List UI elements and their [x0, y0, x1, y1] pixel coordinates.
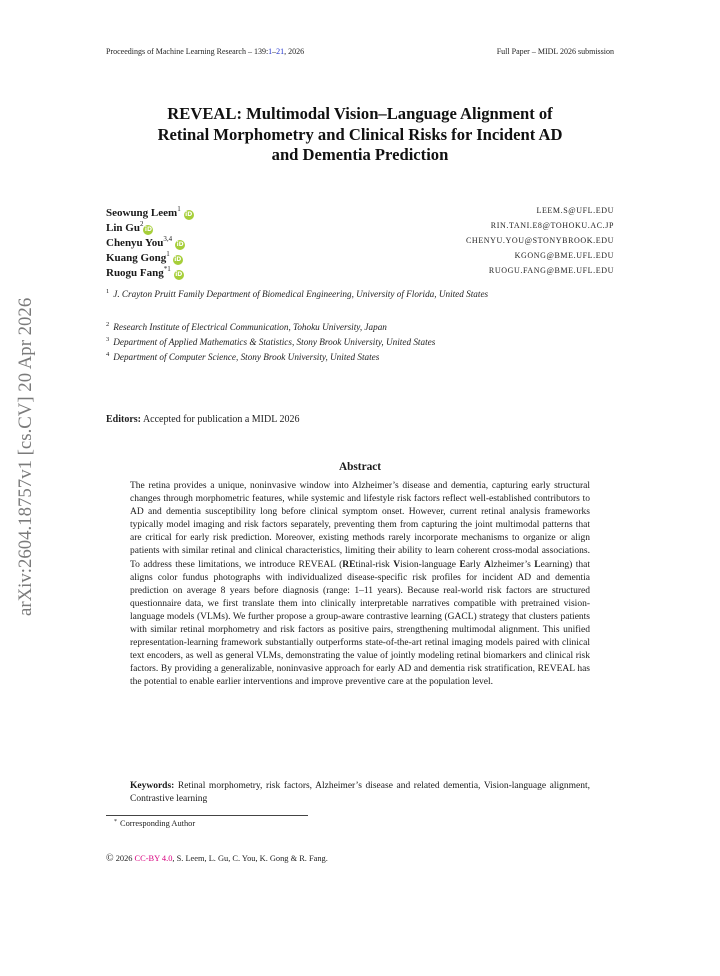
- author-row: [106, 235, 614, 250]
- footnote: * Corresponding Author: [114, 819, 196, 828]
- arxiv-stamp-text: arXiv:2604.18757v1 [cs.CV] 20 Apr 2026: [15, 297, 36, 616]
- author-row: [106, 220, 614, 235]
- paper-title: [106, 104, 614, 166]
- affiliation: $^3$ Department of Applied Mathematics & Statistics, Stony Brook University, United States: [106, 336, 436, 347]
- page-range-end-link[interactable]: 21: [276, 47, 285, 56]
- author-email[interactable]: RIN.TANI.E8@TOHOKU.AC.JP: [490, 221, 614, 230]
- copyright-line: © 2026 CC-BY 4.0, S. Leem, L. Gu, C. You, K. Gong & R. Fang.: [106, 853, 328, 864]
- title-line-3: and Dementia Prediction: [271, 145, 449, 165]
- page-range-start-link[interactable]: 1: [268, 47, 273, 56]
- footnote-divider: [106, 815, 308, 816]
- abstract-body: The retina provides a unique, noninvasive window into Alzheimer’s disease and dementia, capturing early structural changes through morphometric features, while systemic and lifestyle risk factors reflect well-established contributors to AD and dementia susceptibility long before clinical symptom onset. However, current retinal analysis frameworks typically model imaging and risk factors separately, preventing them from capturing the joint multimodal patterns that are critical for early risk prediction. Moreover, existing methods rarely incorporate mechanisms to organize or align patients with similar retinal and clinical characteristics, limiting their ability to learn coherent cross-modal associations. To address these limitations, we introduce REVEAL (REtinal-risk Vision-language Early Alzheimer’s Learning) that aligns color fundus photographs with individualized disease-specific risk profiles for incident AD and dementia prediction on average 8 years before diagnosis (range: 1–11 years). Because real-world risk factors are structured questionnaire data, we first translate them into clinically interpretable narratives compatible with pretrained vision-language models (VLMs). We further propose a group-aware contrastive learning (GACL) strategy that clusters patients with similar retinal morphometry and risk factors as positive pairs, strengthening multimodal alignment. This unified representation-learning framework substantially outperforms state-of-the-art retinal imaging models paired with clinical text encoders, as well as general VLMs, demonstrating the value of jointly modeling retinal biomarkers and clinical risk factors. By providing a generalizable, noninvasive approach for early AD and dementia risk stratification, REVEAL has the potential to enable earlier interventions and improve preventive care at the population level.: [130, 481, 590, 688]
- abstract-heading: Abstract: [338, 461, 382, 473]
- running-header-left: Proceedings of Machine Learning Research – 139:1–21, 2026: [106, 47, 305, 56]
- keywords: Keywords: Retinal morphometry, risk factors, Alzheimer’s disease and related dementia, Vision-language alignment, Contrastive learning: [130, 781, 590, 804]
- author-email[interactable]: CHENYU.YOU@STONYBROOK.EDU: [466, 236, 614, 245]
- author-name: Kuang Gong$^1$iD: [106, 250, 182, 264]
- orcid-icon[interactable]: iD: [175, 271, 183, 278]
- orcid-icon[interactable]: iD: [144, 226, 152, 233]
- editors-line: Editors: Accepted for publication a MIDL 2026: [106, 414, 300, 425]
- author-name: Lin Gu$^2$iD: [106, 220, 152, 234]
- author-row: [106, 250, 614, 265]
- orcid-icon[interactable]: iD: [185, 211, 193, 218]
- author-row: [106, 205, 614, 220]
- affiliation: $^4$ Department of Computer Science, Stony Brook University, United States: [106, 351, 380, 362]
- arxiv-stamp: [14, 297, 44, 976]
- affiliation: $^1$ J. Crayton Pruitt Family Department of Biomedical Engineering, University of Florida, United States: [106, 288, 489, 299]
- author-name: Ruogu Fang$^{*1}$iD: [106, 265, 183, 279]
- affiliation: $^2$ Research Institute of Electrical Communication, Tohoku University, Japan: [106, 321, 387, 332]
- orcid-icon[interactable]: iD: [174, 256, 182, 263]
- title-line-1: REVEAL: Multimodal Vision–Language Alignment of: [167, 104, 553, 123]
- author-name: Chenyu You$^{3,4}$iD: [106, 235, 184, 249]
- author-name: Seowung Leem$^1$iD: [106, 205, 193, 219]
- author-email[interactable]: KGONG@BME.UFL.EDU: [514, 251, 614, 260]
- license-link[interactable]: CC-BY 4.0: [134, 854, 173, 863]
- orcid-icon[interactable]: iD: [176, 241, 184, 248]
- author-email[interactable]: RUOGU.FANG@BME.UFL.EDU: [488, 266, 614, 275]
- title-line-2: Retinal Morphometry and Clinical Risks for Incident AD: [157, 124, 563, 144]
- author-email[interactable]: LEEM.S@UFL.EDU: [536, 206, 614, 215]
- running-header-right: Full Paper – MIDL 2026 submission: [496, 47, 614, 56]
- author-row: [106, 265, 614, 280]
